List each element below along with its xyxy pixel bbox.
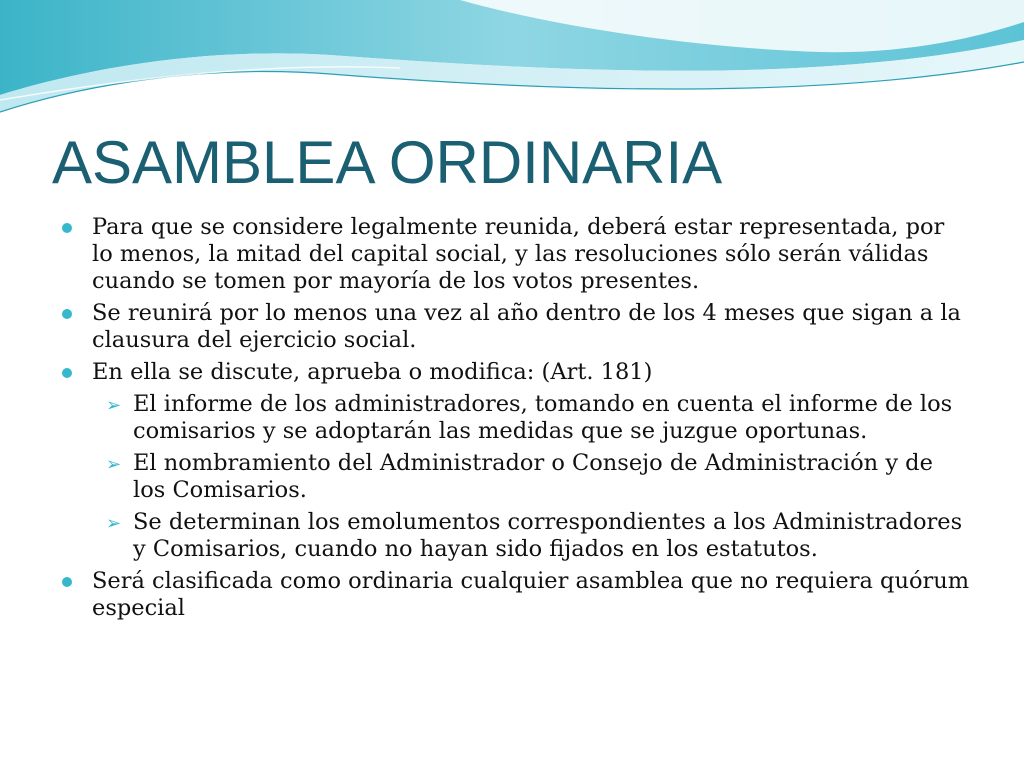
- bullet-dot-icon: [62, 309, 72, 319]
- arrow-bullet-icon: ➢: [106, 454, 122, 475]
- bullet-dot-icon: [62, 577, 72, 587]
- bullet-item: [62, 359, 972, 386]
- bullet-text: En ella se discute, aprueba o modifica: (Art. 181): [92, 359, 653, 385]
- bullet-text: Para que se considere legalmente reunida, deberá estar representada, por lo menos, la mitad del capital social, y las resoluciones sólo serán válidas cuando se tomen por mayoría de los votos presentes.: [92, 214, 945, 294]
- sub-bullet-item: [62, 450, 972, 504]
- sub-bullet-text: Se determinan los emolumentos correspondientes a los Administradores y Comisarios, cuando no hayan sido fijados en los estatutos.: [133, 509, 963, 562]
- bullet-item: [62, 300, 972, 354]
- slide-title: ASAMBLEA ORDINARIA: [52, 129, 723, 196]
- wave-header-decoration: [0, 0, 1024, 130]
- bullet-text: Se reunirá por lo menos una vez al año dentro de los 4 meses que sigan a la clausura del ejercicio social.: [92, 300, 961, 353]
- bullet-item: [62, 568, 972, 622]
- bullet-dot-icon: [62, 223, 72, 233]
- bullet-text: Será clasificada como ordinaria cualquier asamblea que no requiera quórum especial: [92, 568, 970, 621]
- sub-bullet-item: [62, 391, 972, 445]
- sub-bullet-item: [62, 509, 972, 563]
- sub-bullet-text: El nombramiento del Administrador o Consejo de Administración y de los Comisarios.: [133, 450, 933, 503]
- sub-bullet-text: El informe de los administradores, tomando en cuenta el informe de los comisarios y se adoptarán las medidas que se juzgue oportunas.: [133, 391, 953, 444]
- bullet-dot-icon: [62, 368, 72, 378]
- bullet-list: [62, 214, 972, 627]
- bullet-item: [62, 214, 972, 295]
- arrow-bullet-icon: ➢: [106, 513, 122, 534]
- arrow-bullet-icon: ➢: [106, 395, 122, 416]
